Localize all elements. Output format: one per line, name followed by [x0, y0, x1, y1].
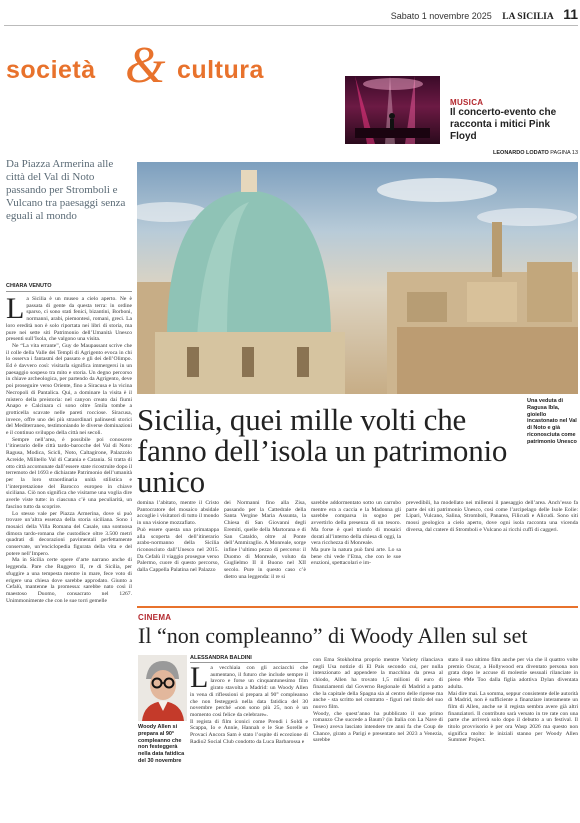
ragusa-skyline-illustration: [137, 162, 578, 394]
main-col1-p2: Ne “La vita errante”, Guy de Maupassant scrive che il colle della Valle dei Templi di Agrigento evoca in chi lo osserva i fantasmi del passato e gli dei dell’Olimpo. Ed è davvero così: visitarla significa immergersi in un paesaggio sospeso tra mito e storia. Un degno percorso in chiave archeologica, per partendo da Agrigento, deve poi proseguire verso Oriente, fino a Siracusa e la vicina Necropoli di Pantalica. Qui, a dominare la visita è il mistero della preistoria: nel canyon creato dai fiumi Anapo e Calcinara ci sono oltre 5mila tombe a grotticella scavate nelle pareti rocciose. Siracusa, invece, offre uno dei più straordinari palinsesti storici del Mediterraneo, testimoniando le diverse dominazioni e il continuo sviluppo della città nei secoli.: [6, 342, 132, 437]
main-byline: CHIARA VENUTO: [6, 283, 52, 289]
portrait-illustration: [138, 655, 187, 721]
main-headline: Sicilia, quei mille volti che fanno dell’isola un patrimonio unico: [137, 402, 508, 499]
section-left: società: [6, 56, 96, 84]
second-top-rule: [137, 606, 578, 608]
second-byline: ALESSANDRA BALDINI: [190, 655, 252, 661]
second-dropcap: L: [190, 665, 209, 694]
second-col1-text: a vecchiaia con gli acciacchi che aumentano, il futuro che include sempre il lavoro e forse un cinquantunesimo film girato stavolta a Madrid: un Woody Allen in vena di riflessioni si prepara al 90° compleanno che non festeggerà nella data fatidica del 30 novembre perché «non sono più 25, non è un momento così felice da celebrare». Il regista di film iconici come Prendi i Soldi e Scappa, Io e Annie, Hannah e le Sue Sorelle e Provaci Ancora Sam è stato l’ospite di eccezione di Radio2 Social Club condotto da Luca Barbarossa e: [190, 665, 308, 745]
promo-image: [345, 76, 440, 144]
header-date: Sabato 1 novembre 2025: [390, 11, 492, 21]
second-kicker: CINEMA: [138, 613, 172, 622]
promo-page-ref: PAGINA 13: [550, 150, 578, 156]
header-page-number: 11: [563, 6, 578, 22]
section-title: [6, 56, 96, 96]
main-caption: Una veduta di Ragusa Ibla, gioiello incastonato nel Val di Noto e già riconosciuta come patrimonio Unesco: [527, 398, 577, 445]
concert-stage-illustration: [345, 76, 440, 144]
ragusa-photo: [137, 162, 578, 394]
second-caption: Woody Allen si prepara al 90° compleanno che non festeggerà nella data fatidica del 30 novembre: [138, 724, 185, 764]
main-summary: Da Piazza Armerina alle città del Val di Noto passando per Stromboli e Vulcano tra paesaggi senza eguali al mondo: [6, 158, 126, 222]
header-date-line: [350, 6, 578, 22]
second-column-1: [190, 665, 308, 817]
main-dropcap: L: [6, 296, 25, 325]
header-rule: [4, 25, 578, 26]
section-right: cultura: [177, 56, 264, 84]
second-column-2: con Ema Stokholma proprio mentre Variety rilanciava negli Usa notizie di El País secondo cui, per nulla intenzionato ad appendere la macchina da presa al chiodo, Allen ha trovato 1,5 milioni di euro di finanziamenti dal Governo Regionale di Madrid a patto che la capitale della Spagna sia al centro delle riprese ma anche - sta scritto nel contratto - figuri nel titolo del suo nuovo film. Woody, che quest’anno ha pubblicato il suo primo romanzo Che succede a Baum? (in Italia con La Nave di Teseo) aveva lasciato intendere tre anni fa che Coup de Chance, girato a Parigi e presentato nel 2023 a Venezia, sarebbe: [313, 657, 443, 744]
second-headline: Il “non compleanno” di Woody Allen sul set: [138, 623, 528, 648]
main-col1-p1: a Sicilia è un museo a cielo aperto. Ne è passata di gente da questa terra: in ordine sparso, ci sono stati fenici, bizantini, Borboni, normanni, arabi, piemontesi, romani, greci. La loro eredità non è solo riportata nei libri di storia, ma pure nei sette siti Patrimonio dell’Umanità Unesco presenti sull’Isola, che valgono una visita.: [6, 296, 132, 343]
promo-credit: [370, 150, 578, 156]
header-paper: LA SICILIA: [502, 12, 554, 22]
main-col1-p5: Ma in Sicilia certe opere d’arte narrano anche di leggenda. Pare che Ruggero II, re di Sicilia, per sfuggire a una tempesta mentre in mare, fece voto di erigere una chiesa dove sarebbe approdato. Giunto a Cefalù, mantenne la promessa: sarebbe nato così il maestoso Duomo, consacrato nel 1267. Unimmonimente che con le sue torri gemelle: [6, 557, 132, 604]
second-byline-rule: [190, 662, 308, 663]
promo-kicker: MUSICA: [450, 98, 484, 107]
main-col1-p4: Lo stesso vale per Piazza Armerina, dove si può trovare un’altra essenza della storia siciliana. Sono i mosaici della Villa Romana del Casale, una sontuosa dimora tardo-romana che custodisce oltre 3.500 metri quadrati di decorazioni pavimentali perfettamente conservate, un’enciclopedia figurata della vita e del potere nell’Impero.: [6, 510, 132, 557]
section-ampersand: &: [125, 37, 166, 94]
main-column-2: domina l’abitato, mentre il Cristo Pantocratore del mosaico absidale accoglie i visitatori di tutto il mondo in una visione mozzafiato. Può essere questa una primatappa alla scoperta del dell’itinerario arabo-normanno della Sicilia riconosciuto dall’Unesco nel 2015. Da Cefalù il viaggio prosegue verso Palermo, cuore di questo percorso, dalla Cappella Palatina nel Palazzo: [137, 500, 219, 574]
main-col1-p3: Sempre nell’area, è possibile poi conoscere l’itinerario delle città tardo-barocche del Val di Noto: Ragusa, Modica, Scicli, Noto, Caltagirone, Palazzolo Acreide, Militello Val di Catania e Catania. Si tratta di otto città accomunate dall’essere state ricostruite dopo il terremoto del 1693 e dichiarate Patrimonio dell’umanità per la loro straordinaria unità stilistica e l’interpretazione del Barocco europeo in chiave siciliana. Ciò non significa che visitarne una voglia dire averle viste tutte: in ciascuna c’è una peculiarità, un fascino tutto da scoprire.: [6, 436, 132, 510]
main-column-5: prevedibili, ha modellato nei millenni il paesaggio dell’area. Anch’esso fa parte dei siti patrimonio Unesco, così come l’arcipelago delle Isole Eolie: Lipari, Vulcano, Salina, Stromboli, Panarea, Filicudi e Alicudi. Sono siti mossi geologico a cielo aperto, dove ogni isola racconta una vicenda diversa, dal cratere di Stromboli e Vulcano ai ricchi cuffi di caggeri.: [406, 500, 578, 533]
promo-author: LEONARDO LODATO: [493, 150, 549, 156]
main-column-4: sarebbe addormentato sotto un carrubo mentre era a caccia e la Madonna gli sarebbe comparsa in sogno per avvertirlo della presenza di un tesoro. Ma forse è quel trionfo di mosaici dorati all’interno della chiesa di oggi, la vera ricchezza di Monreale. Ma pure la natura può farsi arte. Lo sa bene chi vede l’Etna, che con le sue eruzioni, spettacolari e im-: [311, 500, 401, 567]
main-byline-rule: [6, 291, 132, 292]
promo-title[interactable]: Il concerto-evento che racconta i mitici Pink Floyd: [450, 107, 557, 142]
woody-allen-photo: [138, 655, 187, 721]
main-column-1: [6, 296, 132, 816]
main-column-3: dei Normanni fino alla Zisa, passando per la Cattedrale della Santa Vergine Maria Assunta, la Chiesa di San Giovanni degli Eremiti, quelle della Martorana e di San Cataldo, oltre al Ponte dell’Ammiraglio. A Monreale, sorge infine l’ultimo pezzo di percorso: il Duomo di Monreale, voluto da Guglielmo II il Buono nel XII secolo. Pure in questo caso c’è dietro una leggenda: il re si: [224, 500, 306, 580]
second-column-3: stato il suo ultimo film anche per via che il quattro volte premio Oscar, a Hollywood era diventato persona non grata dopo le accuse di molestie sessuali rilanciate in pieno #Me Too dalla figlia adottiva Dylan diventata adulta. Mai dire mai. La somma, seppur consistente delle autorità di Madrid, non è sufficiente a finanziare interamente un film di Allen, anche se il regista sembra avere già altri finanziatori. Il contributo sarà versato in tre rate con una parte che arriverà solo dopo il debutto a un festival. Il titolo provvisorio è per ora Wasp 2026 ma questo non significa molto: le iniziali stanno per Woody Allen Summer Project.: [448, 657, 578, 744]
